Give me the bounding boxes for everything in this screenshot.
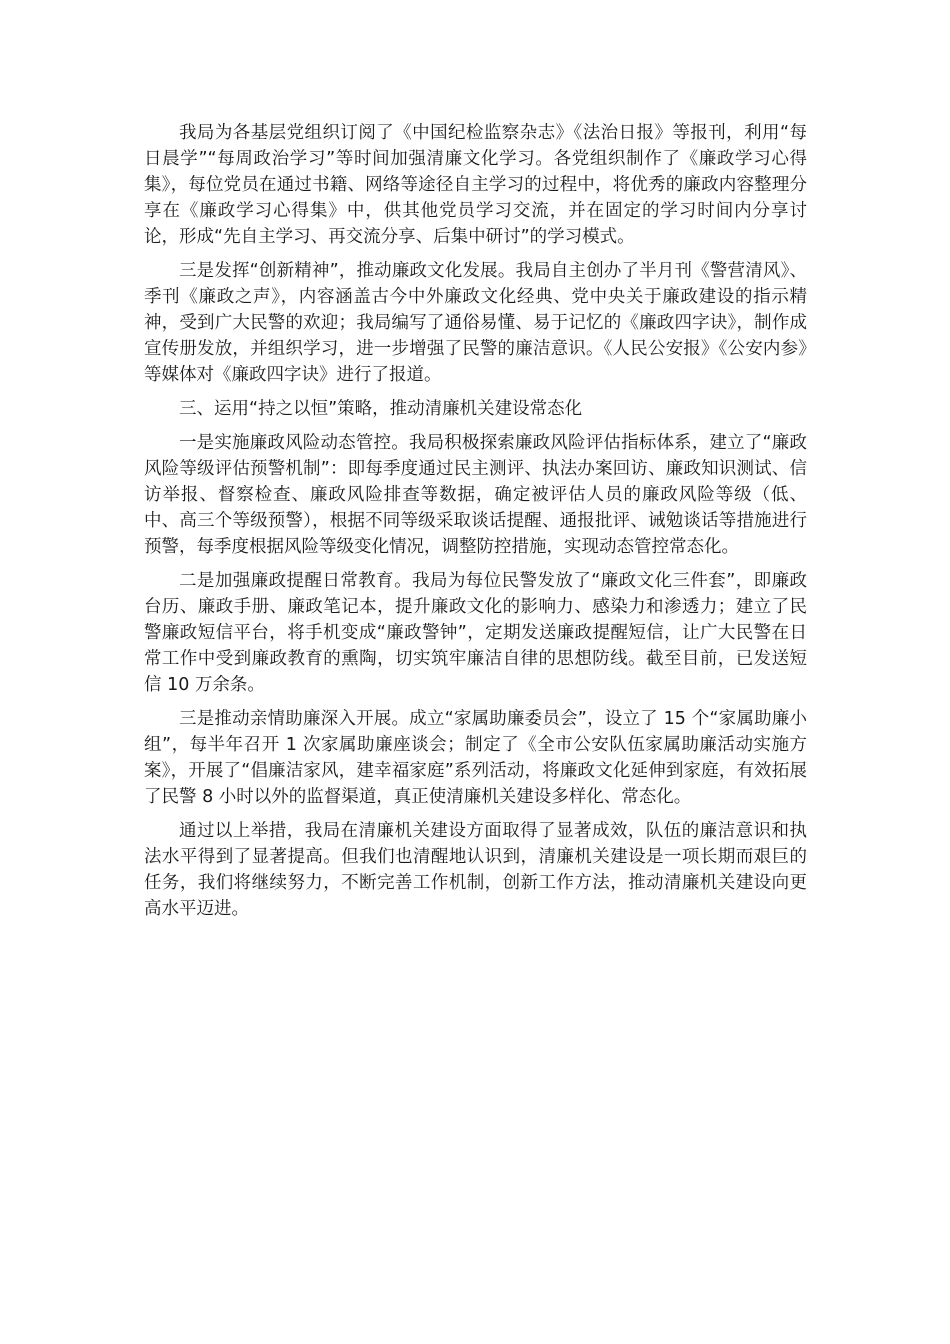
section-heading-perseverance: 三、运用“持之以恒”策略，推动清廉机关建设常态化 — [179, 399, 583, 419]
paragraph-study-journals: 我局为各基层党组织订阅了《中国纪检监察杂志》《法治日报》等报刊，利用“每日晨学”“每周政治学习”等时间加强清廉文化学习。各党组织制作了《廉政学习心得集》，每位党员在通过书籍、网络等途径自主学习的过程中，将优秀的廉政内容整理分享在《廉政学习心得集》中，供其他党员学习交流，并在固定的学习时间内分享讨论，形成“先自主学习、再交流分享、后集中研讨”的学习模式。 — [144, 123, 807, 247]
paragraph-family-support: 三是推动亲情助廉深入开展。成立“家属助廉委员会”，设立了 15 个“家属助廉小组”，每半年召开 1 次家属助廉座谈会；制定了《全市公安队伍家属助廉活动实施方案》，开展了“倡廉洁家风，建幸福家庭”系列活动，将廉政文化延伸到家庭，有效拓展了民警 8 小时以外的监督渠道，真正使清廉机关建设多样化、常态化。 — [144, 709, 807, 807]
paragraph-risk-control: 一是实施廉政风险动态管控。我局积极探索廉政风险评估指标体系，建立了“廉政风险等级评估预警机制”：即每季度通过民主测评、执法办案回访、廉政知识测试、信访举报、督察检查、廉政风险排查等数据，确定被评估人员的廉政风险等级（低、中、高三个等级预警），根据不同等级采取谈话提醒、通报批评、诫勉谈话等措施进行预警，每季度根据风险等级变化情况，调整防控措施，实现动态管控常态化。 — [144, 433, 807, 557]
paragraph-daily-reminder: 二是加强廉政提醒日常教育。我局为每位民警发放了“廉政文化三件套”，即廉政台历、廉政手册、廉政笔记本，提升廉政文化的影响力、感染力和渗透力；建立了民警廉政短信平台，将手机变成“廉政警钟”，定期发送廉政提醒短信，让广大民警在日常工作中受到廉政教育的熏陶，切实筑牢廉洁自律的思想防线。截至目前，已发送短信 10 万余条。 — [144, 571, 807, 695]
paragraph-conclusion: 通过以上举措，我局在清廉机关建设方面取得了显著成效，队伍的廉洁意识和执法水平得到了显著提高。但我们也清醒地认识到，清廉机关建设是一项长期而艰巨的任务，我们将继续努力，不断完善工作机制，创新工作方法，推动清廉机关建设向更高水平迈进。 — [144, 821, 807, 919]
document-body — [144, 120, 807, 930]
paragraph-innovation-spirit: 三是发挥“创新精神”，推动廉政文化发展。我局自主创办了半月刊《警营清风》、季刊《廉政之声》，内容涵盖古今中外廉政文化经典、党中央关于廉政建设的指示精神，受到广大民警的欢迎；我局编写了通俗易懂、易于记忆的《廉政四字诀》，制作成宣传册发放，并组织学习，进一步增强了民警的廉洁意识。《人民公安报》《公安内参》等媒体对《廉政四字诀》进行了报道。 — [144, 261, 807, 385]
